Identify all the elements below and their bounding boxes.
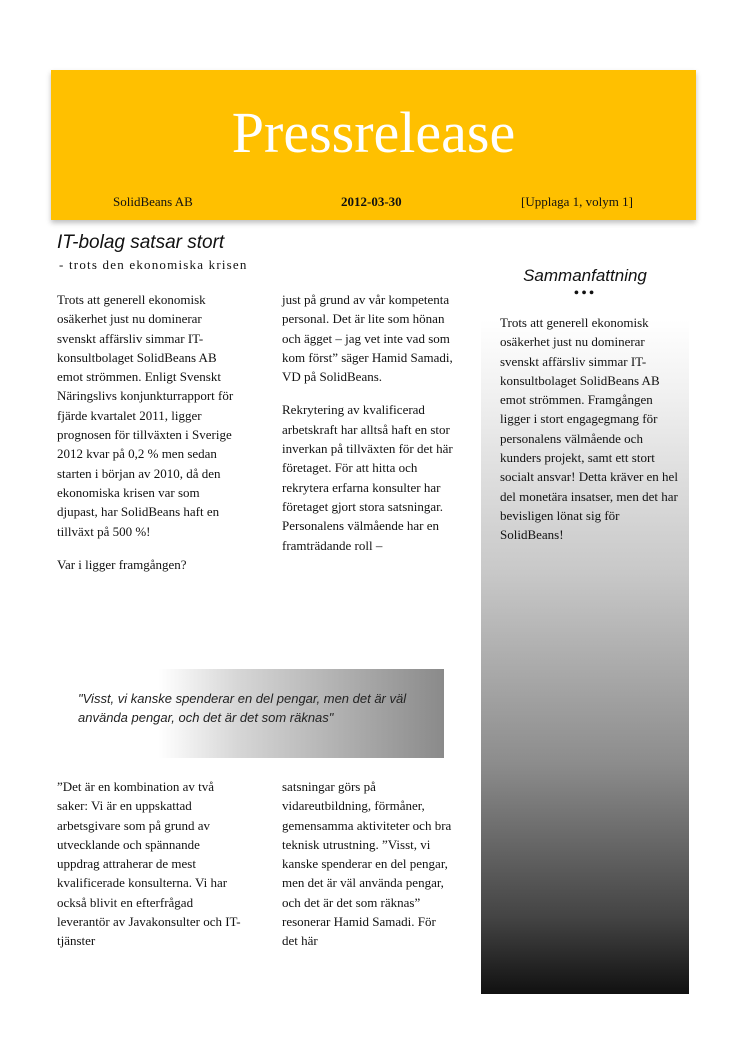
article-subheadline: - trots den ekonomiska krisen <box>59 257 248 272</box>
sidebar-divider-dots: ••• <box>573 285 597 302</box>
edition-label: [Upplaga 1, volym 1] <box>521 194 633 209</box>
paragraph: satsningar görs på vidareutbildning, förmåner, gemensamma aktiviteter och bra teknisk utrustning. ”Visst, vi kanske spenderar en del pengar, men det är väl använda pengar, och det är det som räknas” resonerar Hamid Samadi. För det här <box>282 779 452 949</box>
paragraph: Var i ligger framgången? <box>57 556 187 572</box>
article-column-4 <box>282 777 454 965</box>
sidebar-summary-text: Trots att generell ekonomisk osäkerhet just nu dominerar svenskt affärsliv simmar IT-konsultbolaget SolidBeans AB emot strömmen. Framgången ligger i stort engagegmang för personalens välmående och kunders projekt, samt ett stort socialt ansvar! Detta kräver en hel del monetära insatser, men det har bevisligen lönat sig för SolidBeans! <box>500 315 678 543</box>
paragraph: just på grund av vår kompetenta personal. Det är lite som hönan och ägget – jag vet inte vad som kom först” säger Hamid Samadi, VD på SolidBeans. <box>282 292 453 385</box>
article-headline: IT-bolag satsar stort <box>57 232 225 253</box>
banner-meta <box>51 192 696 212</box>
paragraph: Rekrytering av kvalificerad arbetskraft har alltså haft en stor inverkan på tillväxten för det här företaget. För att hitta och rekrytera erfarna konsulter har företaget gjort stora satsningar. Personalens välmående har en framträdande roll – <box>282 402 453 553</box>
paragraph: ”Det är en kombination av två saker: Vi är en uppskattad arbetsgivare som på grund av utvecklande och spännande uppdrag attraherar de mest kvalificerade konsulterna. Vi har också blivit en efterfrågad leverantör av Javakonsulter och IT-tjänster <box>57 779 241 949</box>
paragraph: Trots att generell ekonomisk osäkerhet just nu dominerar svenskt affärsliv simmar IT-konsultbolaget SolidBeans AB emot strömmen. Enligt Svenskt Näringslivs konjunkturrapport för fjärde kvartalet 2011, ligger prognosen för tillväxten i Sverige 2012 kvar på 0,2 % men sedan starten i början av 2010, då den ekonomiska krisen var som djupast, har SolidBeans haft en tillväxt på 500 %! <box>57 292 234 539</box>
article-column-3 <box>57 777 241 965</box>
banner-title: Pressrelease <box>231 100 516 165</box>
article-column-1 <box>57 290 241 588</box>
sidebar-title: Sammanfattning <box>523 266 647 285</box>
company-name: SolidBeans AB <box>113 194 193 209</box>
pull-quote-box <box>48 669 444 758</box>
article-column-2 <box>282 290 454 569</box>
release-date: 2012-03-30 <box>341 194 402 209</box>
pull-quote: "Visst, vi kanske spenderar en del pengar, men det är väl använda pengar, och det är det som räknas" <box>78 691 407 725</box>
summary-sidebar <box>481 228 689 994</box>
